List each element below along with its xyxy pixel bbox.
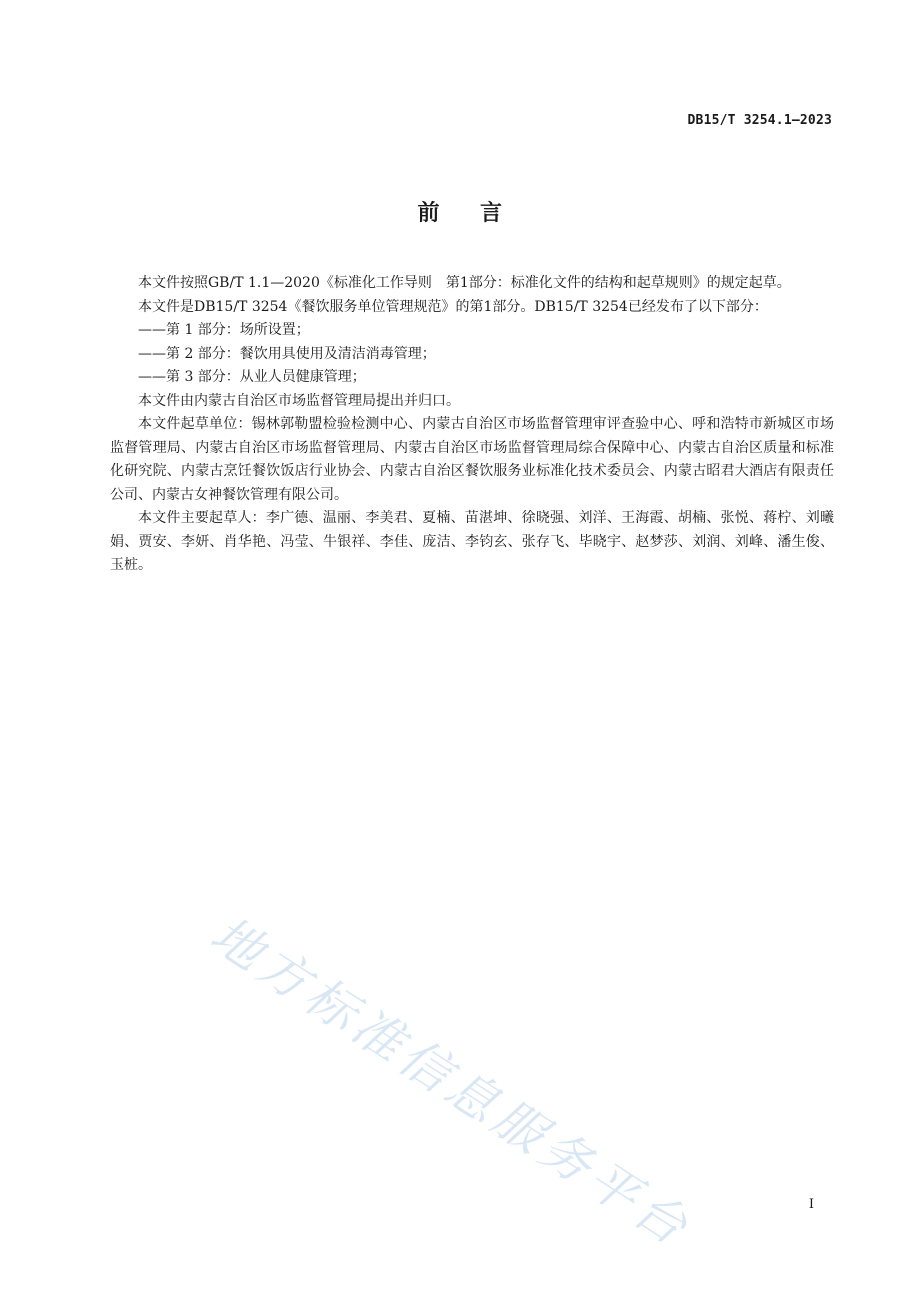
title-char-1: 前 (417, 201, 440, 226)
document-id: DB15/T 3254.1—2023 (687, 113, 832, 128)
paragraph-drafting-basis: 本文件按照GB/T 1.1—2020《标准化工作导则 第1部分：标准化文件的结构和起草规则》的规定起草。 (138, 275, 791, 291)
paragraph-drafters: 本文件主要起草人：李广德、温丽、李美君、夏楠、苗湛坤、徐晓强、刘洋、王海霞、胡楠、张悦、蒋柠、刘曦娟、贾安、李妍、肖华艳、冯莹、牛银祥、李佳、庞洁、李钧玄、张存飞、毕晓宇、赵梦莎、刘润、刘峰、潘生俊、玉桩。 (110, 510, 834, 573)
paragraph-proposer: 本文件由内蒙古自治区市场监督管理局提出并归口。 (138, 392, 460, 409)
page-title (0, 196, 920, 227)
preface-body (110, 272, 834, 578)
list-item-part-3: ——第 3 部分：从业人员健康管理； (138, 369, 366, 385)
watermark: 地方标准信息服务平台 (200, 905, 702, 1259)
list-item-part-2: ——第 2 部分：餐饮用具使用及清洁消毒管理； (138, 345, 436, 362)
page-number: I (808, 1197, 814, 1212)
list-item-part-1: ——第 1 部分：场所设置； (138, 322, 310, 338)
paragraph-series-intro: 本文件是DB15/T 3254《餐饮服务单位管理规范》的第1部分。DB15/T 3254已经发布了以下部分： (138, 298, 768, 315)
paragraph-drafting-units: 本文件起草单位：锡林郭勒盟检验检测中心、内蒙古自治区市场监督管理审评查验中心、呼和浩特市新城区市场监督管理局、内蒙古自治区市场监督管理局、内蒙古自治区市场监督管理局综合保障中心、内蒙古自治区质量和标准化研究院、内蒙古烹饪餐饮饭店行业协会、内蒙古自治区餐饮服务业标准化技术委员会、内蒙古昭君大酒店有限责任公司、内蒙古女神餐饮管理有限公司。 (110, 416, 834, 503)
title-char-2: 言 (480, 201, 503, 226)
